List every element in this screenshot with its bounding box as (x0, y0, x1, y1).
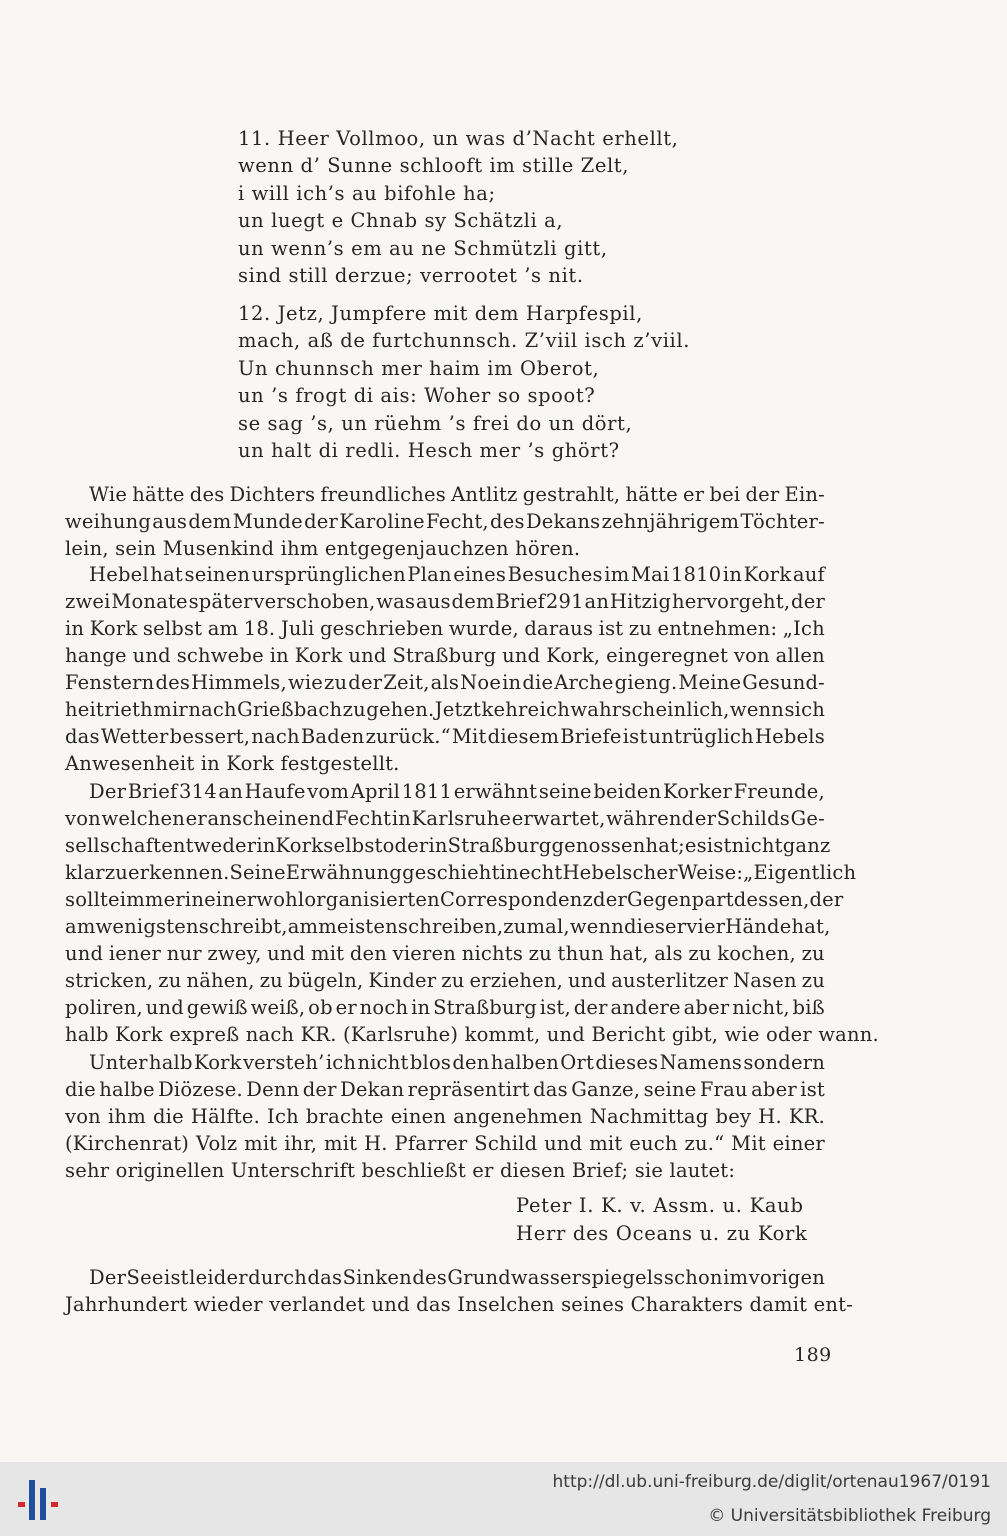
text-line: sollte immer in einer wohl organisierten Correspondenz der Gegenpart dessen, der (65, 888, 844, 911)
page-number: 189 (794, 1344, 832, 1366)
text-line: lein, sein Musenkind ihm entgegenjauchzen hören. (65, 537, 581, 560)
poem-line: un wenn’s em au ne Schmützli gitt, (238, 236, 608, 260)
paragraph-4 (65, 1049, 825, 1184)
text-line: Jahrhundert wieder verlandet und das Inselchen seines Charakters damit ent- (65, 1293, 853, 1316)
poem-line: wenn d’ Sunne schlooft im stille Zelt, (238, 154, 630, 178)
permalink-url[interactable]: http://dl.ub.uni-freiburg.de/diglit/ortenau1967/0191 (552, 1472, 991, 1492)
poem-line: un halt di redli. Hesch mer ’s ghört? (238, 439, 620, 463)
signature-line: Peter I. K. v. Assm. u. Kaub (516, 1194, 804, 1217)
text-line: Anwesenheit in Kork festgestellt. (65, 752, 400, 775)
text-line: sehr originellen Unterschrift beschließt er diesen Brief; sie lautet: (65, 1159, 736, 1182)
text-line: Wie hätte des Dichters freundliches Antlitz gestrahlt, hätte er bei der Ein- (89, 483, 825, 506)
poem-line: 12. Jetz, Jumpfere mit dem Harpfespil, (238, 302, 643, 325)
poem-line: Un chunnsch mer haim im Oberot, (238, 356, 600, 380)
text-line: halb Kork expreß nach KR. (Karlsruhe) kommt, und Bericht gibt, wie oder wann. (65, 1023, 879, 1046)
paragraph-2 (65, 561, 825, 777)
text-line: zwei Monate später verschoben, was aus dem Brief 291 an Hitzig hervorgeht, der (65, 590, 825, 613)
poem-line: sind still derzue; verrootet ’s nit. (238, 264, 584, 288)
text-line: in Kork selbst am 18. Juli geschrieben wurde, daraus ist zu entnehmen: „Ich (65, 617, 825, 640)
text-line: von ihm die Hälfte. Ich brachte einen angenehmen Nachmittag bey H. KR. (65, 1105, 825, 1128)
poem-line: mach, aß de furtchunnsch. Z’viil isch z’viil. (238, 329, 691, 353)
text-line: die halbe Diözese. Denn der Dekan repräsentirt das Ganze, seine Frau aber ist (65, 1078, 825, 1101)
text-line: Unter halb Kork versteh’ ich nicht blos den halben Ort dieses Namens sondern (89, 1051, 825, 1074)
text-line: weihung aus dem Munde der Karoline Fecht, des Dekans zehnjährigem Töchter- (65, 510, 825, 533)
text-line: von welchen er anscheinend Fecht in Karlsruhe erwartet, während er Schilds Ge- (65, 807, 825, 830)
text-line: am wenigsten schreibt, am meisten schreiben, zumal, wenn dieser vier Hände hat, (65, 915, 831, 938)
text-line: das Wetter bessert, nach Baden zurück.“ Mit diesem Briefe ist untrüglich Hebels (65, 725, 825, 748)
paragraph-3 (65, 778, 879, 1048)
poem-line: se sag ’s, un rüehm ’s frei do un dört, (238, 411, 633, 435)
text-line: (Kirchenrat) Volz mit ihr, mit H. Pfarrer Schild und mit euch zu.“ Mit einer (65, 1132, 825, 1155)
signature-line: Herr des Oceans u. zu Kork (516, 1221, 808, 1245)
text-line: poliren, und gewiß weiß, ob er noch in Straßburg ist, der andere aber nicht, biß (65, 996, 825, 1019)
text-line: klar zu erkennen. Seine Erwähnung geschieht in echt Hebelscher Weise: „Eigentlich (65, 861, 857, 884)
text-line: und iener nur zwey, und mit den vieren nichts zu thun hat, als zu kochen, zu (65, 942, 825, 965)
poem-line: un ’s frogt di ais: Woher so spoot? (238, 384, 596, 408)
text-line: hange und schwebe in Kork und Straßburg und Kork, eingeregnet von allen (65, 644, 825, 667)
letter-signature (516, 1192, 808, 1247)
ub-freiburg-logo-icon (12, 1476, 64, 1524)
paragraph-1 (65, 481, 825, 562)
text-line: Der See ist leider durch das Sinken des Grundwasserspiegels schon im vorigen (89, 1266, 825, 1289)
text-line: Fenstern des Himmels, wie zu der Zeit, als Noe in die Arche gieng. Meine Gesund- (65, 671, 825, 694)
viewer-footer (0, 1462, 1007, 1536)
copyright-notice: © Universitätsbibliothek Freiburg (708, 1506, 991, 1526)
text-line: Der Brief 314 an Haufe vom April 1811 erwähnt seine beiden Korker Freunde, (89, 780, 825, 803)
poem-line: un luegt e Chnab sy Schätzli a, (238, 209, 564, 233)
text-line: stricken, zu nähen, zu bügeln, Kinder zu erziehen, und austerlitzer Nasen zu (65, 969, 825, 992)
poem-line: i will ich’s au bifohle ha; (238, 181, 496, 205)
poem-stanza-11 (238, 125, 798, 289)
text-line: Hebel hat seinen ursprünglichen Plan eines Besuches im Mai 1810 in Kork auf (89, 563, 825, 586)
text-line: heit rieth mir nach Grießbach zu gehen. Jetzt kehre ich wahrscheinlich, wenn sich (65, 698, 825, 721)
poem-line: 11. Heer Vollmoo, un was d’Nacht erhellt, (238, 127, 679, 150)
paragraph-5 (65, 1264, 853, 1318)
text-line: sellschaft entweder in Kork selbst oder in Straßburg genossen hat; es ist nicht ganz (65, 834, 831, 857)
poem-stanza-12 (238, 300, 798, 464)
